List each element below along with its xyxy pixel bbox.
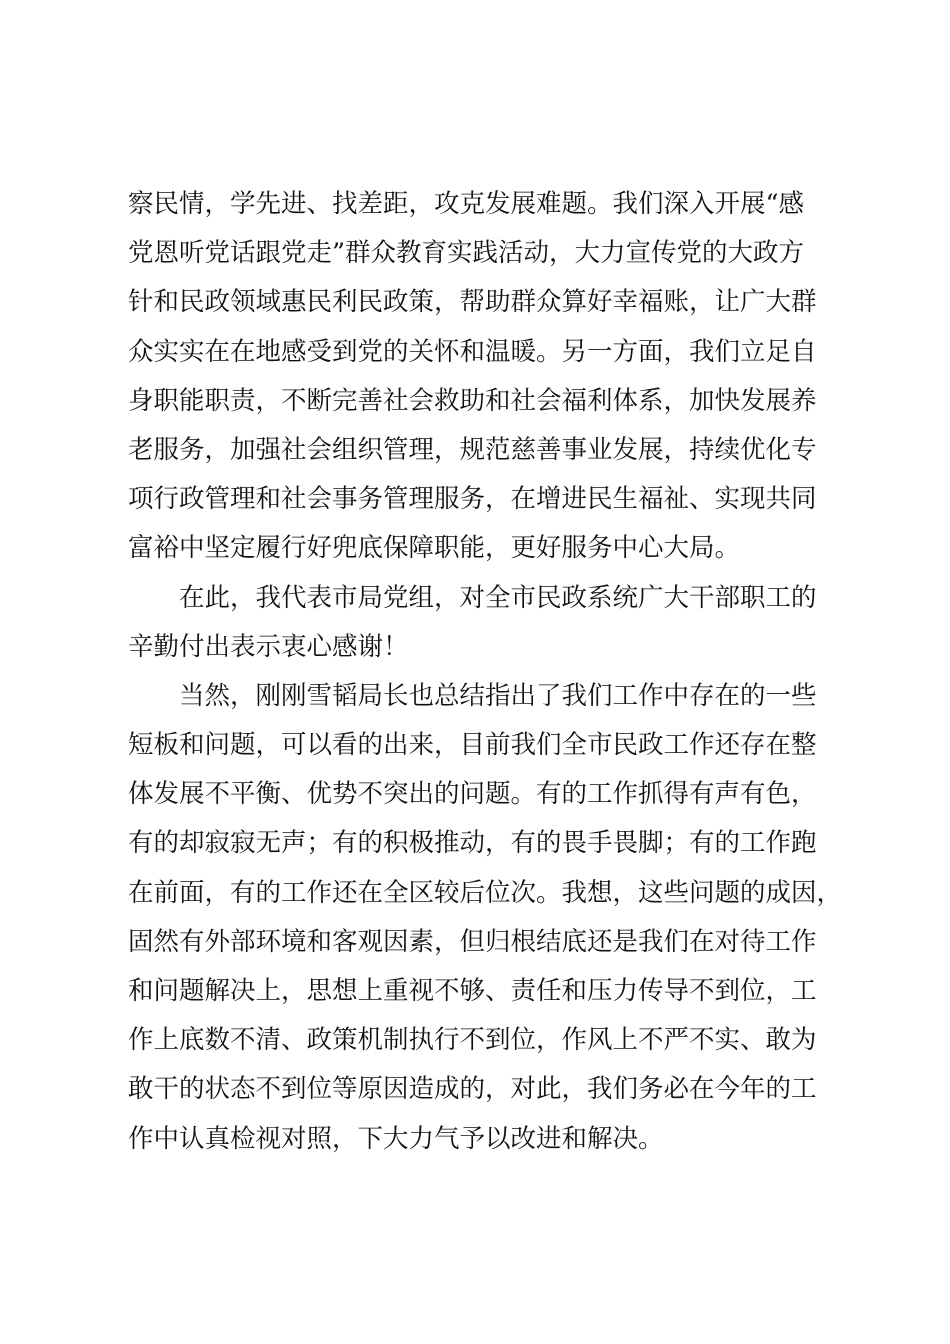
text-line: 体发展不平衡、优势不突出的问题。有的工作抓得有声有色， — [128, 779, 817, 810]
text-line: 作上底数不清、政策机制执行不到位，作风上不严不实、敢为 — [128, 1025, 817, 1056]
body-text — [128, 180, 843, 1164]
text-line: 固然有外部环境和客观因素，但归根结底还是我们在对待工作 — [128, 926, 817, 957]
text-line: 党恩听党话跟党走”群众教育实践活动，大力宣传党的大政方 — [128, 238, 805, 269]
text-line: 针和民政领域惠民利民政策，帮助群众算好幸福账，让广大群 — [128, 287, 817, 318]
text-line: 富裕中坚定履行好兜底保障职能，更好服务中心大局。 — [128, 533, 741, 564]
text-line: 敢干的状态不到位等原因造成的，对此，我们务必在今年的工 — [128, 1074, 817, 1105]
text-line: 众实实在在地感受到党的关怀和温暖。另一方面，我们立足自 — [128, 336, 817, 367]
text-line: 身职能职责，不断完善社会救助和社会福利体系，加快发展养 — [128, 385, 817, 416]
text-line: 老服务，加强社会组织管理，规范慈善事业发展，持续优化专 — [128, 434, 817, 465]
text-line: 和问题解决上，思想上重视不够、责任和压力传导不到位，工 — [128, 976, 817, 1006]
paragraph-start-line: 在此，我代表市局党组，对全市民政系统广大干部职工的 — [179, 582, 817, 613]
text-line: 有的却寂寂无声；有的积极推动，有的畏手畏脚；有的工作跑 — [128, 828, 817, 859]
text-line: 短板和问题，可以看的出来，目前我们全市民政工作还存在整 — [128, 730, 817, 761]
text-line: 察民情，学先进、找差距，攻克发展难题。我们深入开展“感 — [128, 189, 805, 219]
text-line: 在前面，有的工作还在全区较后位次。我想，这些问题的成因， — [128, 877, 843, 908]
paragraph-start-line: 当然，刚刚雪韬局长也总结指出了我们工作中存在的一些 — [179, 680, 817, 711]
text-line: 项行政管理和社会事务管理服务，在增进民生福祉、实现共同 — [128, 484, 817, 515]
text-line: 辛勤付出表示衷心感谢！ — [128, 631, 409, 662]
text-line: 作中认真检视对照，下大力气予以改进和解决。 — [128, 1123, 664, 1154]
